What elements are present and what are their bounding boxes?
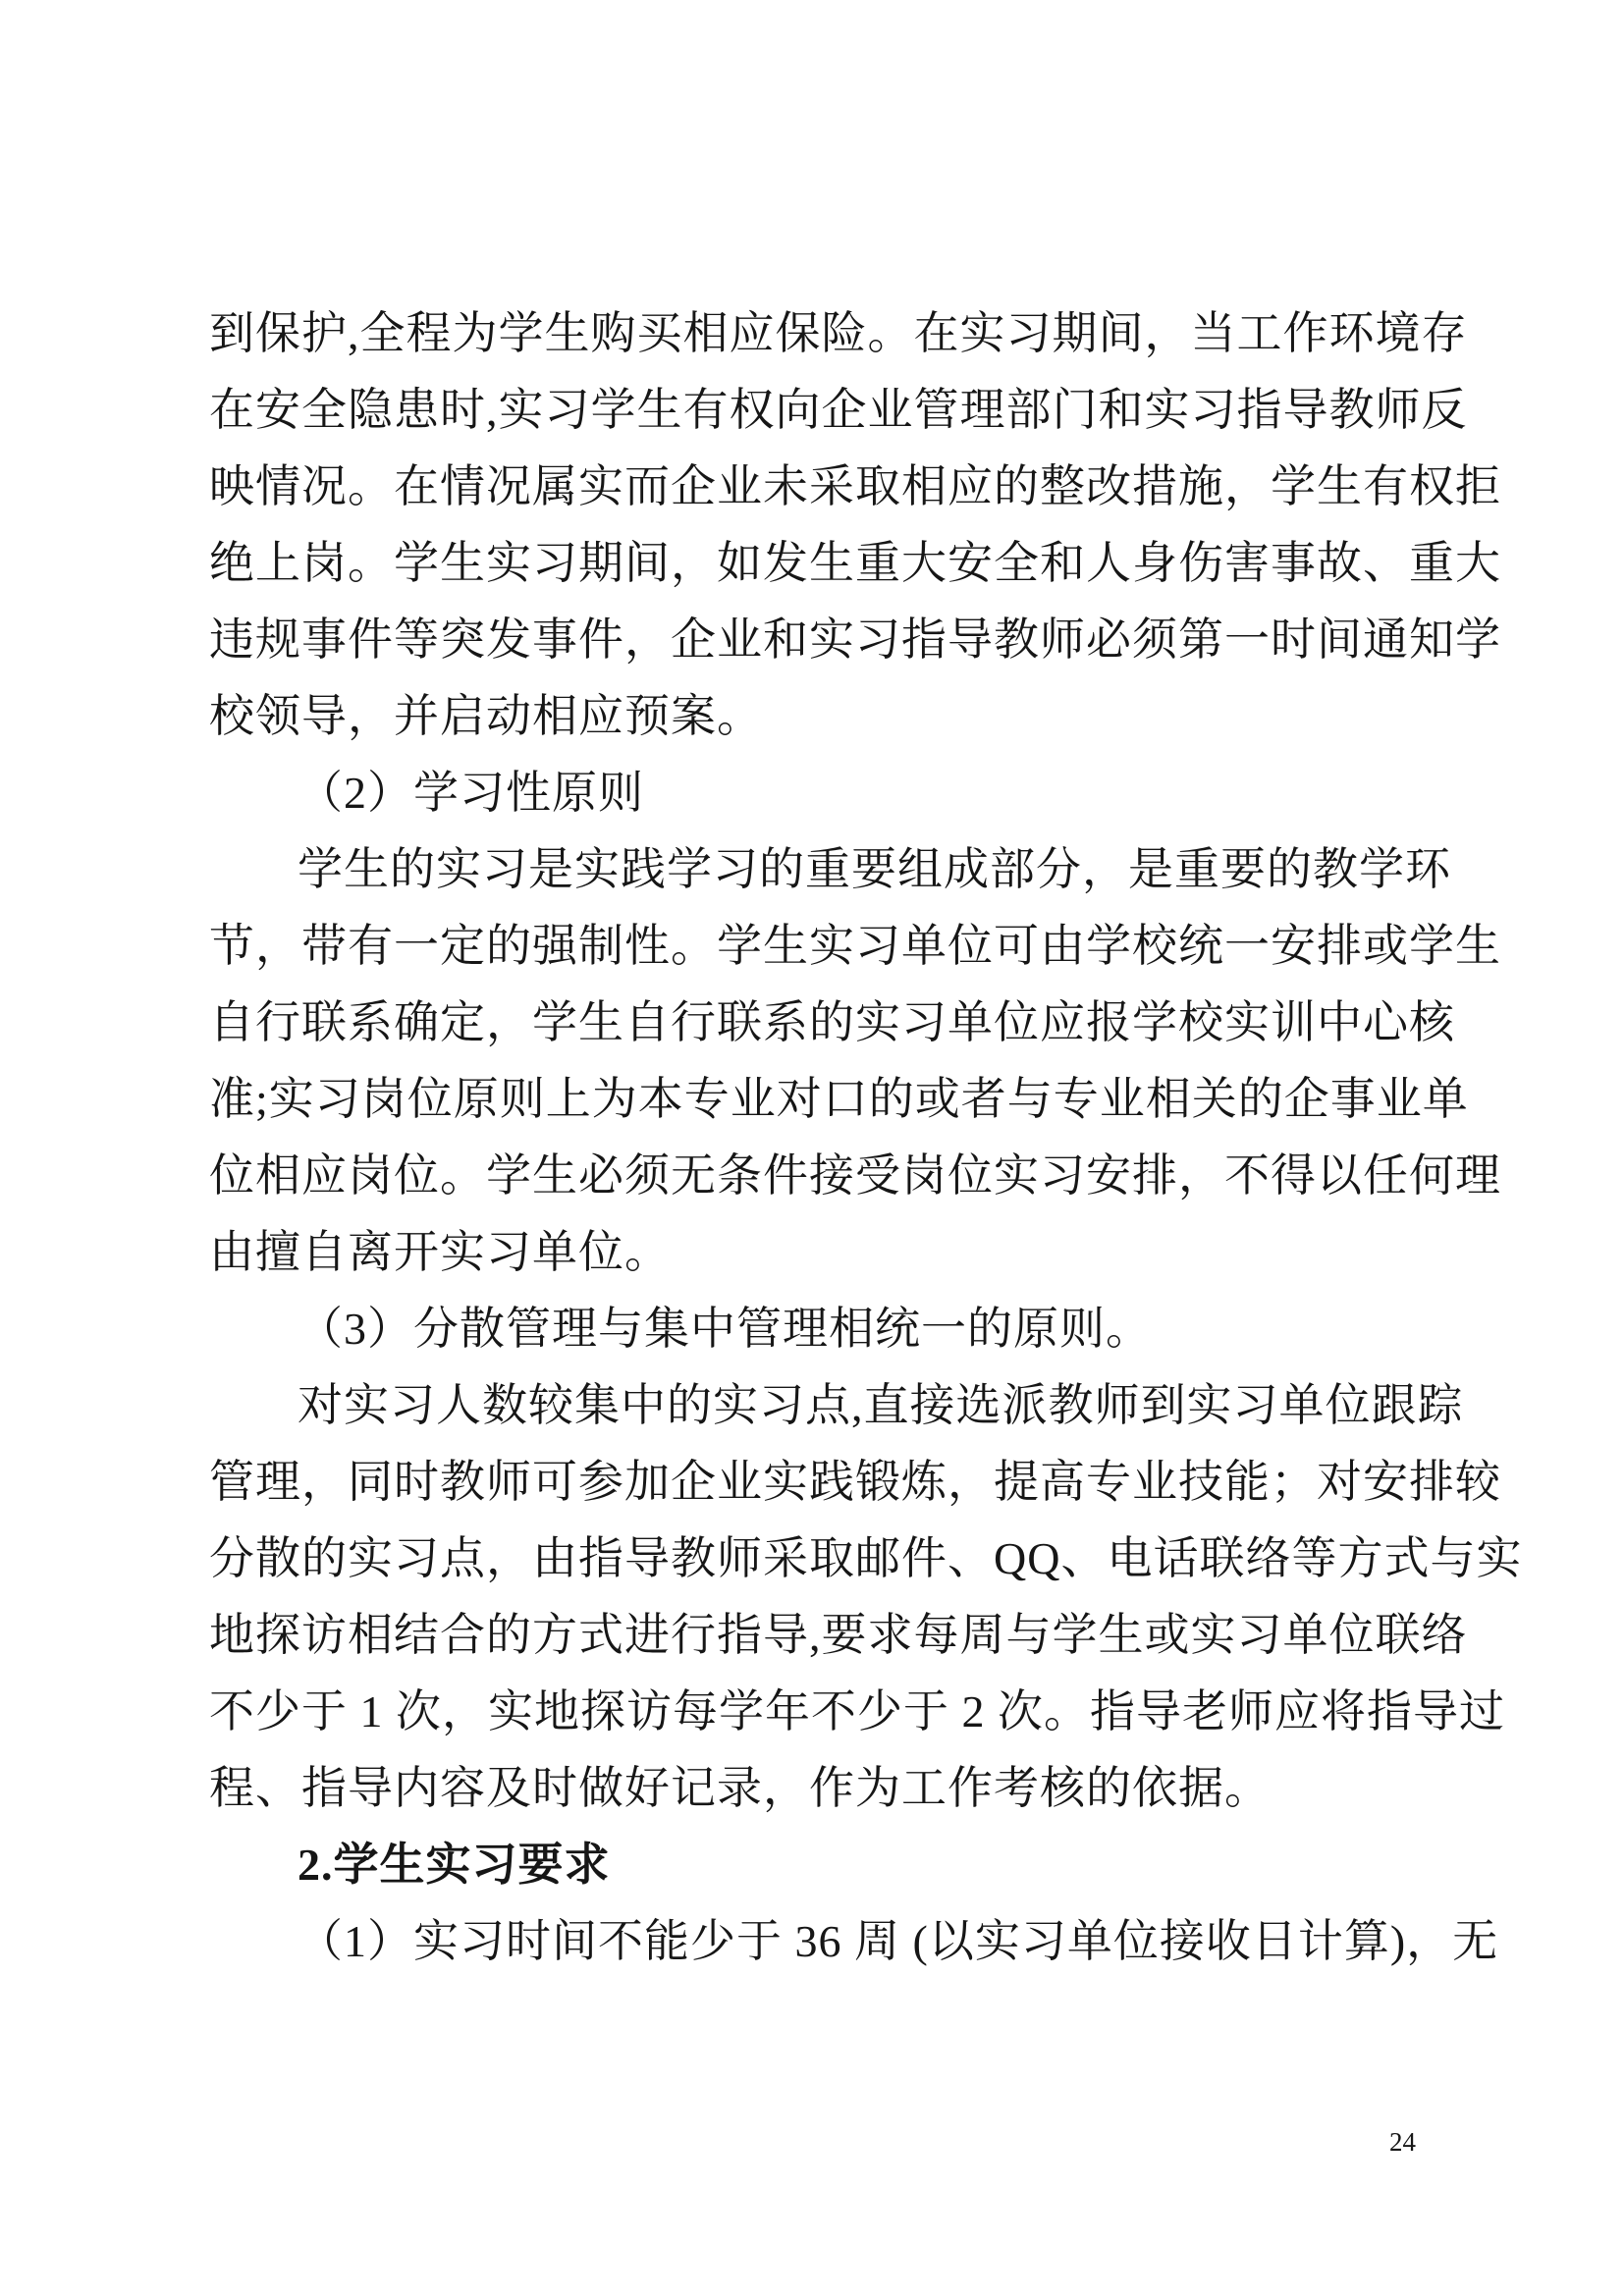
subsection-heading-line: （2）学习性原则 — [298, 768, 644, 818]
text-line: 程、指导内容及时做好记录，作为工作考核的依据。 — [209, 1763, 1271, 1813]
text-line: 在安全隐患时,实习学生有权向企业管理部门和实习指导教师反 — [209, 385, 1468, 435]
page-number: 24 — [1389, 2127, 1416, 2157]
text-line: 由擅自离开实习单位。 — [209, 1227, 671, 1277]
text-line: 绝上岗。学生实习期间，如发生重大安全和人身伤害事故、重大 — [209, 538, 1501, 588]
text-line: 地探访相结合的方式进行指导,要求每周与学生或实习单位联络 — [209, 1610, 1468, 1660]
text-line: 到保护,全程为学生购买相应保险。在实习期间，当工作环境存 — [209, 308, 1468, 358]
text-line: 映情况。在情况属实而企业未采取相应的整改措施，学生有权拒 — [209, 461, 1501, 511]
text-line: （1）实习时间不能少于 36 周 (以实习单位接收日计算)，无 — [298, 1916, 1499, 1966]
text-line: 违规事件等突发事件，企业和实习指导教师必须第一时间通知学 — [209, 614, 1501, 665]
section-heading-line: 2.学生实习要求 — [298, 1840, 611, 1890]
text-line: 位相应岗位。学生必须无条件接受岗位实习安排，不得以任何理 — [209, 1150, 1501, 1201]
text-line: 准;实习岗位原则上为本专业对口的或者与专业相关的企事业单 — [209, 1074, 1469, 1124]
text-line: 不少于 1 次，实地探访每学年不少于 2 次。指导老师应将指导过 — [209, 1686, 1505, 1736]
text-line: 学生的实习是实践学习的重要组成部分，是重要的教学环 — [298, 844, 1451, 894]
text-line: 校领导，并启动相应预案。 — [209, 691, 763, 741]
text-line: 管理，同时教师可参加企业实践锻炼，提高专业技能；对安排较 — [209, 1457, 1501, 1507]
text-line: 节，带有一定的强制性。学生实习单位可由学校统一安排或学生 — [209, 921, 1501, 971]
text-line: 对实习人数较集中的实习点,直接选派教师到实习单位跟踪 — [298, 1380, 1464, 1430]
text-line: 分散的实习点，由指导教师采取邮件、QQ、电话联络等方式与实 — [209, 1533, 1523, 1583]
subsection-heading-line: （3）分散管理与集中管理相统一的原则。 — [298, 1304, 1152, 1354]
document-text-block — [209, 295, 1523, 1980]
text-line: 自行联系确定，学生自行联系的实习单位应报学校实训中心核 — [209, 997, 1455, 1047]
